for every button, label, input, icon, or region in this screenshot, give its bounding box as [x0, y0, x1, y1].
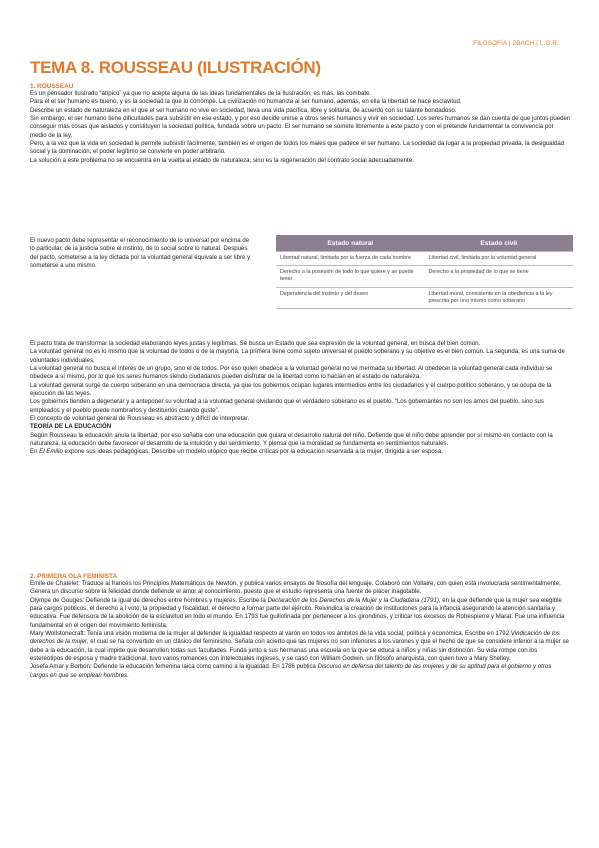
paragraph-gouges: Olympe de Gouges: Defiende la igual de derechos entre hombres y mujeres. Escribe la Declaración de los Derechos de la Mujer y la Ciudadana (1791), en la que defiende que la mujer sea elegible para cargos públicos, el derecho a l voto, la propiedad y fiscalidad, el derecho a formar parte del ejército. Reivindica la creación de instituciones para la infancia asegurando la atención sanitaria y educativa. Fue defensora de la abolición de la esclavitud en todo el mundo. En 1793 fue guillotinada por pertenecer a los girondinos, y criticar los excesos de Robespierre y Marat. Fue una influencia fundamental en el origen del movimiento feminista.	[30, 596, 565, 629]
paragraph: El pacto trata de transformar la sociedad elaborando leyes justas y legítimas. Se busca un Estado que sea expresión de la voluntad general, en busca del bien común.	[30, 340, 481, 347]
header-topline: FILOSOFÍA | 2BACH | L.G.R.	[473, 40, 559, 47]
table-cell: Dependencia del instinto y del deseo	[276, 287, 425, 308]
paragraph-amar: Josefa Amar y Borbón: Defiende la educación femenina laica como camino a la igualdad. En 1786 publica Discurso en defensa del talento de las mujeres y de su aptitud para el gobierno y otros cargos en que se emplean hombres.	[30, 663, 552, 679]
section-heading-rousseau: 1. ROUSSEAU	[30, 83, 74, 90]
paragraph: La voluntad general surge de cuerpo soberano en una democracia directa, ya que los gobiernos ocupan lugares intermedios entre los ciudadanos y el cuerpo político soberano, y se ocupa de la ejecución de las leyes.	[30, 381, 552, 398]
table-row	[276, 287, 573, 308]
paragraph: Para él el ser humano es bueno, y es la sociedad la que lo corrompe. La civilización no humaniza al ser humano, además, en ella la libertad se hace esclavitud.	[30, 98, 462, 106]
social-pact-paragraph: El nuevo pacto debe representar el reconocimiento de lo universal por encima de lo particular, de la justicia sobre el instinto, de lo social sobre lo natural. Después del pacto, someterse a la ley dictada por la voluntad general equivale a ser libre y someterse a uno mismo.	[30, 237, 251, 270]
table-cell: Libertad moral, consistente en la obediencia a la ley prescrita por uno mismo como soberano	[425, 287, 574, 308]
table-cell: Derecho a la propiedad de lo que se tiene	[425, 266, 574, 287]
paragraph: El concepto de voluntad general de Rousseau es abstracto y difícil de interpretar.	[30, 415, 250, 423]
paragraph: Los gobiernos tienden a degenerar y a anteponer su voluntad a la voluntad general olvidando que el verdadero soberano es el pueblo. “Los gobernantes no son los amos del pueblo, sino sus empleados y el pueblo puede nombrarlos y destituirlos cuando guste”.	[30, 398, 544, 414]
table-row	[276, 252, 573, 266]
paragraph: Pero, a la vez que la vida en sociedad le permite subsistir fácilmente, también es el origen de todos los males que padece el ser humano. La sociedad da lugar a la propiedad privada, la desigualdad social y la dominación, el poder legítimo se convierte en poder arbitrario.	[30, 140, 565, 156]
education-heading: TEORÍA DE LA EDUCACIÓN	[30, 423, 112, 431]
paragraph: La solución a este problema no se encuentra en la vuelta al estado de naturaleza, sino es la regeneración del contrato social adecuadamente.	[30, 156, 414, 164]
paragraph: La voluntad general no busca el interés de un grupo, sino el de todos. Por eso quien obedece a la voluntad general no ve mermada su libertad. Al obedecer la voluntad general cada individuo se obedece a sí mismo, por lo que los seres humanos siendo ciudadanos pueden disfrutar de la libertad como lo hacían en el estado de naturaleza.	[30, 365, 553, 381]
paragraph: La voluntad general no es lo mismo que la voluntad de todos o de la mayoría. La primera tiene como sujeto universal el pueblo soberano y su objetivo es el bien común. La segunda, es una suma de voluntades individuales.	[30, 348, 565, 364]
section-rousseau-general-will	[30, 340, 571, 457]
section-feminism	[30, 573, 571, 680]
table-header-civil: Estado civil	[425, 235, 574, 252]
table-cell: Libertad natural, limitada por la fuerza de cada hombre	[276, 252, 425, 266]
table-row	[276, 266, 573, 287]
table-cell: Libertad civil, limitada por la voluntad general	[425, 252, 574, 266]
section-heading-feminism: 2. PRIMERA OLA FEMINISTA	[30, 573, 118, 580]
paragraph-chatelet: Emile de Chatelet: Traduce al francés los Principios Matemáticos de Newton, y publica varios ensayos de filosofía del lenguaje. Colaboró con Voltaire, con quien está involucrada sentimentalmente. Genera un discurso sobre la felicidad donde defiende el amor al conocimiento, puesto que el estudio representa una fuente de placer inagotable.	[30, 580, 561, 596]
paragraph: Es un pensador Ilustrado “atípico” ya que no acepta alguna de las ideas fundamentales de la Ilustración, es más, las combate.	[30, 90, 372, 97]
paragraph: Según Rousseau la educación anula la libertad, por eso soñaba con una educación que guiara el desarrollo natural del niño. Defiende que el niño debe aprender por sí mismo en contacto con la naturaleza, la educación debe favorecer el desarrollo de la intuición y del sentimiento. Y piensa que la moralidad se fundamenta en sentimientos naturales.	[30, 431, 553, 448]
page-title: TEMA 8. ROUSSEAU (ILUSTRACIÓN)	[30, 58, 321, 77]
paragraph-wollstonecraft: Mary Wollstonecraft: Tenía una visión moderna de la mujer al defender la igualdad respecto al varón en todos los ámbitos de la vida social, política y económica. Escribe en 1792 Vindicación de los derechos de la mujer, el cual se ha convertido en un clásico del feminismo. Señala con acierto que las mujeres no son inferiores a los varones y que el hecho de que se considere inferior a la mujer se debe a la educación, la cual impide que desarrollen todas sus facultades. Funda junto a sus hermanas una escuela en la que se educa a niños y niñas sin distinción. Su vida rompe con los estereotipos de esposa y madre tradicional, tuvo varios romances con intelectuales ingleses, y se casó con William Godwin, un filósofo anarquista, con quien tuvo a Mary Shelley.	[30, 630, 569, 663]
paragraph: Describe un estado de naturaleza en el que el ser humano no vive en sociedad, lleva una vida pacífica, libre y solitaria, de acuerdo con su talante bondadoso.	[30, 106, 457, 114]
table-header-natural: Estado natural	[276, 235, 425, 252]
section-rousseau-intro	[30, 83, 571, 165]
paragraph: En El Emilio expone sus ideas pedagógicas. Describe un modelo utópico que recibe críticas por la educación reservada a la mujer, dirigida a ser esposa.	[30, 448, 443, 456]
table-cell: Derecho a la posesión de todo lo que quiere y se puede tener	[276, 266, 425, 287]
comparison-table	[276, 235, 573, 309]
paragraph: Sin embargo, el ser humano tiene dificultades para subsistir en ese estado, y por eso decide unirse a otros seres humanos y vivir en sociedad. Los seres humanos se dan cuenta de que juntos pueden conseguir más cosas que aislados y constituyen la sociedad política, fundada sobre un pacto. El ser humano se somete libremente a este pacto y con el pretende fundamentar la convivencia por medio de la ley.	[30, 115, 571, 139]
